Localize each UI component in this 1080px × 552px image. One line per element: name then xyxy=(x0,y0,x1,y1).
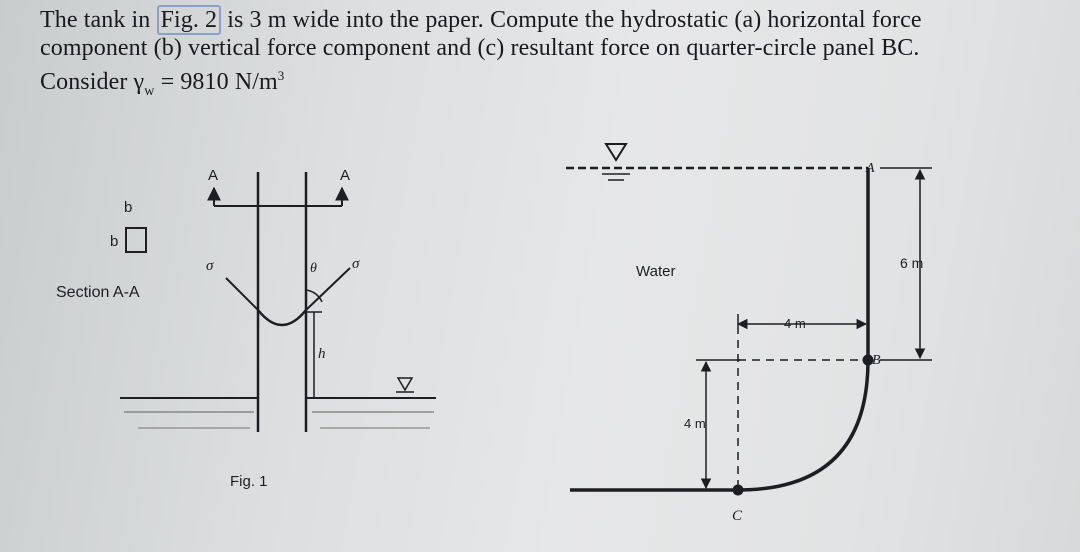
label-theta: θ xyxy=(310,261,317,276)
unit-exponent: 3 xyxy=(277,68,285,83)
dim-4m-h-label: 4 m xyxy=(784,316,806,331)
water-label: Water xyxy=(636,263,676,280)
label-b-top: b xyxy=(124,199,133,216)
dim-6m-label: 6 m xyxy=(900,255,924,271)
section-square xyxy=(126,228,146,252)
problem-line-2: component (b) vertical force component and (c) resultant force on quarter-circle panel BC. xyxy=(40,35,920,61)
panel-bc xyxy=(738,360,868,490)
label-b-left: b xyxy=(110,233,119,250)
gamma-subscript: w xyxy=(144,83,155,99)
problem-text: Consider γ xyxy=(40,69,145,95)
fig2-labels xyxy=(636,161,923,524)
meniscus xyxy=(258,310,306,325)
problem-text: is 3 m wide into the paper. Compute the hydrostatic (a) horizontal force xyxy=(221,7,922,33)
label-point-c: C xyxy=(732,508,743,524)
section-label: Section A-A xyxy=(56,284,140,301)
problem-text: = 9810 N/m xyxy=(154,69,278,95)
label-point-b: B xyxy=(872,353,881,368)
fig2-diagram xyxy=(566,144,932,495)
point-c-dot xyxy=(734,486,743,495)
label-a-right: A xyxy=(340,167,351,184)
fig1-caption: Fig. 1 xyxy=(230,473,268,490)
label-h: h xyxy=(318,346,326,362)
fig1-diagram xyxy=(120,172,436,432)
free-surface-triangle xyxy=(398,378,412,390)
dim-4m-v-label: 4 m xyxy=(684,416,706,431)
fig-reference: Fig. 2 xyxy=(157,5,222,35)
surface-triangle xyxy=(606,144,626,160)
label-a-left: A xyxy=(208,167,219,184)
label-sigma-left: σ xyxy=(206,258,214,274)
tension-line-left xyxy=(226,278,258,310)
label-point-a: A xyxy=(866,161,875,176)
label-sigma-right: σ xyxy=(352,256,360,272)
problem-text: The tank in xyxy=(40,7,157,33)
